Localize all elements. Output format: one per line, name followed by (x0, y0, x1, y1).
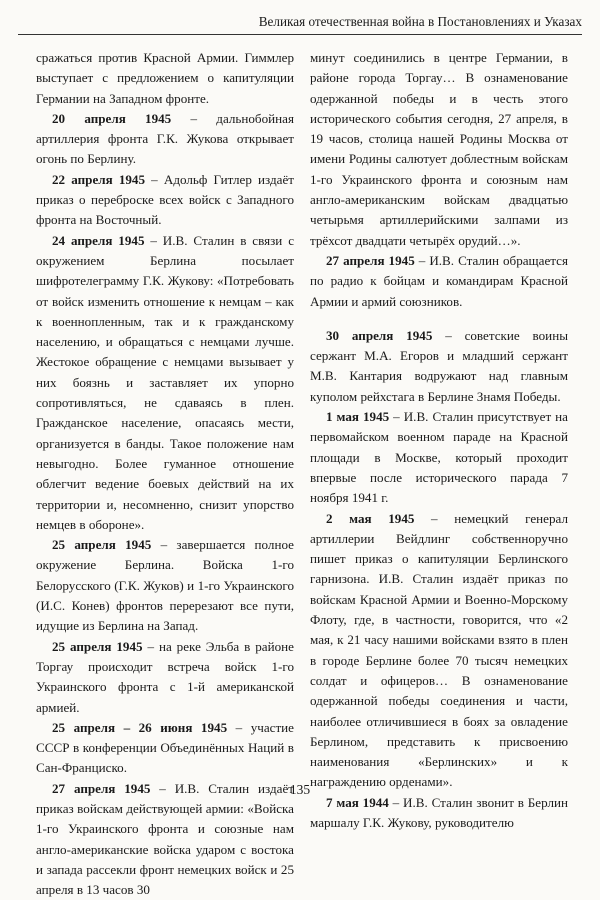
paragraph: 22 апреля 1945 – Адольф Гитлер издаёт приказ о переброске всех войск с Западного фронта на Восточный. (36, 171, 294, 228)
entry-date: 2 мая 1945 (326, 510, 415, 526)
paragraph: 20 апреля 1945 – дальнобойная артиллерия фронта Г.К. Жукова открывает огонь по Берлину. (36, 110, 294, 167)
paragraph: 25 апреля 1945 – завершается полное окружение Берлина. Войска 1-го Белорусского (Г.К. Жуков) и 1-го Украинского (И.С. Конев) фронтов перерезают все пути, идущие из Берлина на Запад. (36, 537, 294, 634)
paragraph: сражаться против Красной Армии. Гиммлер выступает с предложением о капитуляции Германии на Западном фронте. (36, 50, 294, 106)
entry-date: 25 апреля 1945 (52, 537, 152, 553)
left-column (36, 48, 294, 900)
entry-date: 30 апреля 1945 (326, 327, 433, 343)
paragraph: 1 мая 1945 – И.В. Сталин присутствует на первомайском военном параде на Красной площади в Москве, который проходит впервые после исторического парада 7 ноября 1941 г. (310, 409, 568, 506)
entry-date: 27 апреля 1945 (326, 252, 415, 268)
paragraph: 27 апреля 1945 – И.В. Сталин обращается по радио к бойцам и командирам Красной Армии и армий союзников. (310, 252, 568, 309)
entry-date: 20 апреля 1945 (52, 110, 172, 126)
paragraph: 7 мая 1944 – И.В. Сталин звонит в Берлин маршалу Г.К. Жукову, руководителю (310, 794, 569, 830)
paragraph: 24 апреля 1945 – И.В. Сталин в связи с окружением Берлина посылает шифротелеграмму Г.К. Жукову: «Потребовать от войск изменить отношение к немцам – как к военнопленным, так и к гражданскому населению, и обращаться с немцами лучше. Жестокое обращение с немцами вызывает у них боязнь и заставляет их упорно сопротивляться, не сдаваясь в плен. Гражданское население, опасаясь мести, организуется в банды. Такое положение нам невыгодно. Более гуманное отношение облегчит ведение боевых действий на их территории и, несомненно, снизит упорство немцев в обороне». (36, 232, 295, 532)
paragraph: 27 апреля 1945 – И.В. Сталин издаёт приказ войскам действующей армии: «Войска 1-го Украинского фронта и союзные нам англо-американские войска ударом с востока и запада рассекли фронт немецких войск и 25 апреля в 13 часов 30 (36, 780, 294, 898)
entry-date: 25 апреля – 26 июня 1945 (52, 719, 228, 735)
paragraph: 30 апреля 1945 – советские воины сержант М.А. Егоров и младший сержант М.В. Кантария водружают над главным куполом рейхстага в Берлине Знамя Победы. (310, 327, 568, 404)
entry-date: 27 апреля 1945 (52, 780, 151, 796)
entry-date: 24 апреля 1945 (52, 232, 145, 248)
entry-date: 1 мая 1945 (326, 409, 390, 425)
paragraph: минут соединились в центре Германии, в районе города Торгау… В ознаменование одержанной победы и в честь этого исторического события сегодня, 27 апреля, в 19 часов, столица нашей Родины Москва от имени Родины салютует доблестным войскам 1-го Украинского фронта и союзным нам англо-американским войскам двадцатью четырьмя артиллерийскими залпами из трёхсот двадцати четырёх орудий…». (310, 50, 568, 248)
paragraph: 2 мая 1945 – немецкий генерал артиллерии Вейдлинг собственноручно пишет приказ о капитуляции Берлинского гарнизона. И.В. Сталин издаёт приказ по войскам Красной Армии и Военно-Морскому Флоту, где, в частности, говорится, что «2 мая, к 21 часу нашими войсками взято в плен в городе Берлине более 70 тысяч немецких солдат и офицеров… В ознаменование одержанной победы соединения и части, наиболее отличившиеся в боях за овладение Берлином, представить к присвоению наименования «Берлинских» и к награждению орденами». (310, 510, 568, 790)
entry-date: 25 апреля 1945 (52, 638, 143, 654)
running-header (18, 12, 582, 35)
paragraph: 25 апреля – 26 июня 1945 – участие СССР в конференции Объединённых Наций в Сан-Франциско. (36, 719, 294, 776)
paragraph: 25 апреля 1945 – на реке Эльба в районе Торгау происходит встреча войск 1-го Украинского фронта с 1-й американской армией. (36, 638, 294, 715)
entry-date: 7 мая 1944 (326, 794, 389, 810)
header-title: Великая отечественная война в Постановлениях и Указах (258, 14, 582, 29)
entry-date: 22 апреля 1945 (52, 171, 146, 187)
page-number: 135 (289, 782, 311, 797)
right-column (310, 48, 568, 833)
